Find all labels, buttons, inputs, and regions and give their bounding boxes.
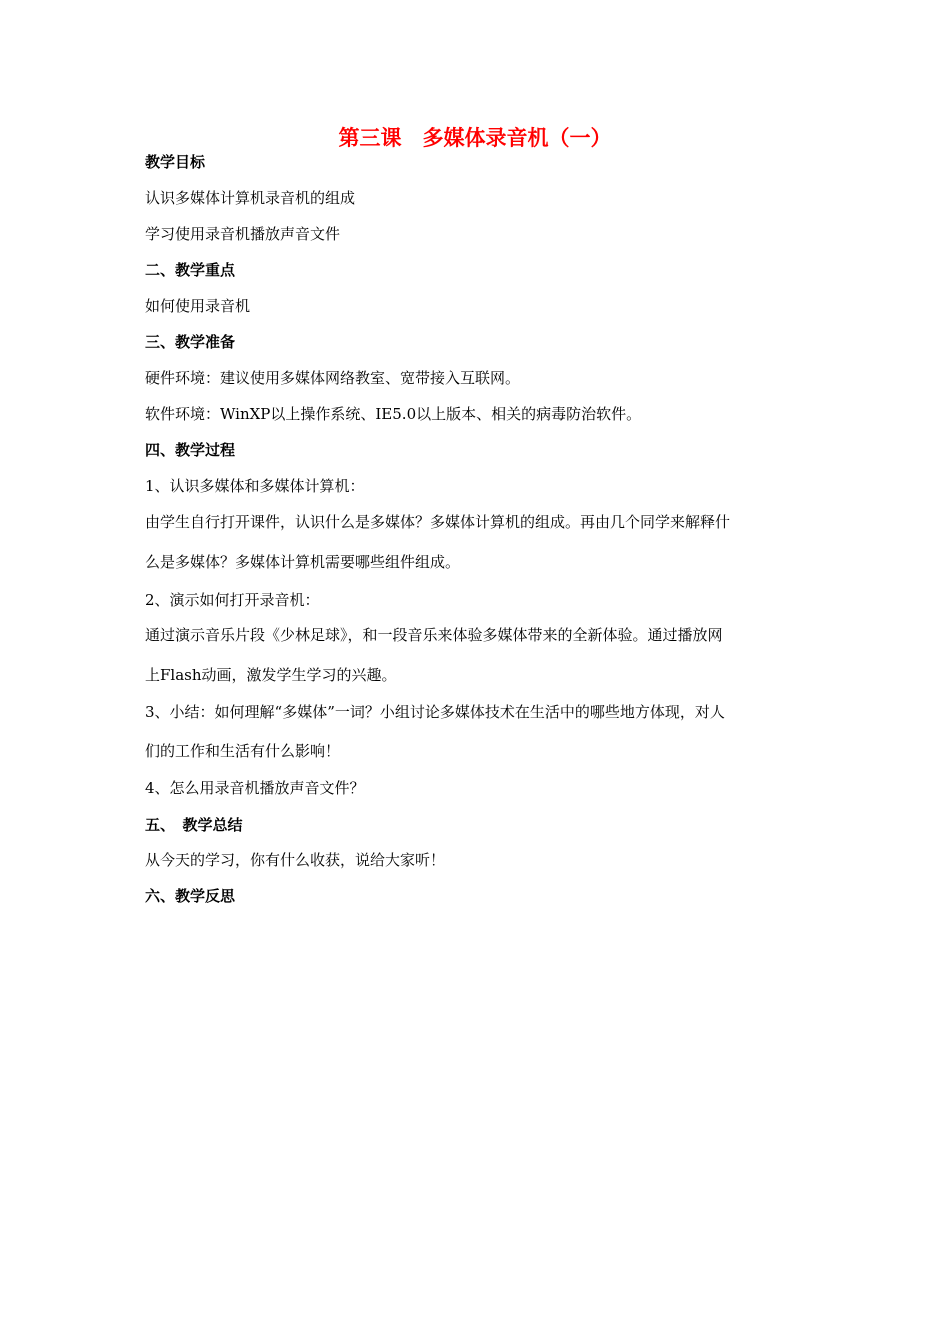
key-point-line: 如何使用录音机: [145, 297, 251, 315]
heading-preparation: 三、教学准备: [145, 333, 236, 351]
hardware-line: 硬件环境：建议使用多媒体网络教室、宽带接入互联网。: [145, 369, 521, 387]
process-step-4: 4、怎么用录音机播放声音文件？: [145, 779, 365, 797]
process-step-2: 2、演示如何打开录音机：: [145, 591, 320, 609]
goal-line-2: 学习使用录音机播放声音文件: [145, 225, 341, 243]
document-title: 第三课 多媒体录音机（一）: [338, 126, 612, 150]
process-step-1-text-b: 么是多媒体？多媒体计算机需要哪些组件组成。: [145, 553, 461, 571]
goal-line-1: 认识多媒体计算机录音机的组成: [145, 189, 356, 207]
process-step-1: 1、认识多媒体和多媒体计算机：: [145, 477, 365, 495]
software-line: 软件环境：WinXP以上操作系统、IE5.0以上版本、相关的病毒防治软件。: [145, 405, 642, 423]
heading-key-points: 二、教学重点: [145, 261, 236, 279]
process-step-2-text-a: 通过演示音乐片段《少林足球》，和一段音乐来体验多媒体带来的全新体验。通过播放网: [145, 626, 723, 644]
summary-line: 从今天的学习，你有什么收获，说给大家听！: [145, 851, 446, 869]
process-step-3-text-b: 们的工作和生活有什么影响！: [145, 742, 341, 760]
process-step-3-text-a: 3、小结：如何理解“多媒体”一词？小组讨论多媒体技术在生活中的哪些地方体现，对人: [145, 703, 725, 721]
heading-reflection: 六、教学反思: [145, 887, 236, 905]
process-step-1-text-a: 由学生自行打开课件，认识什么是多媒体？多媒体计算机的组成。再由几个同学来解释什: [145, 513, 731, 531]
heading-teaching-goals: 教学目标: [145, 153, 206, 171]
heading-process: 四、教学过程: [145, 441, 236, 459]
heading-summary: 五、 教学总结: [145, 816, 243, 834]
process-step-2-text-b: 上Flash动画，激发学生学习的兴趣。: [145, 666, 397, 684]
